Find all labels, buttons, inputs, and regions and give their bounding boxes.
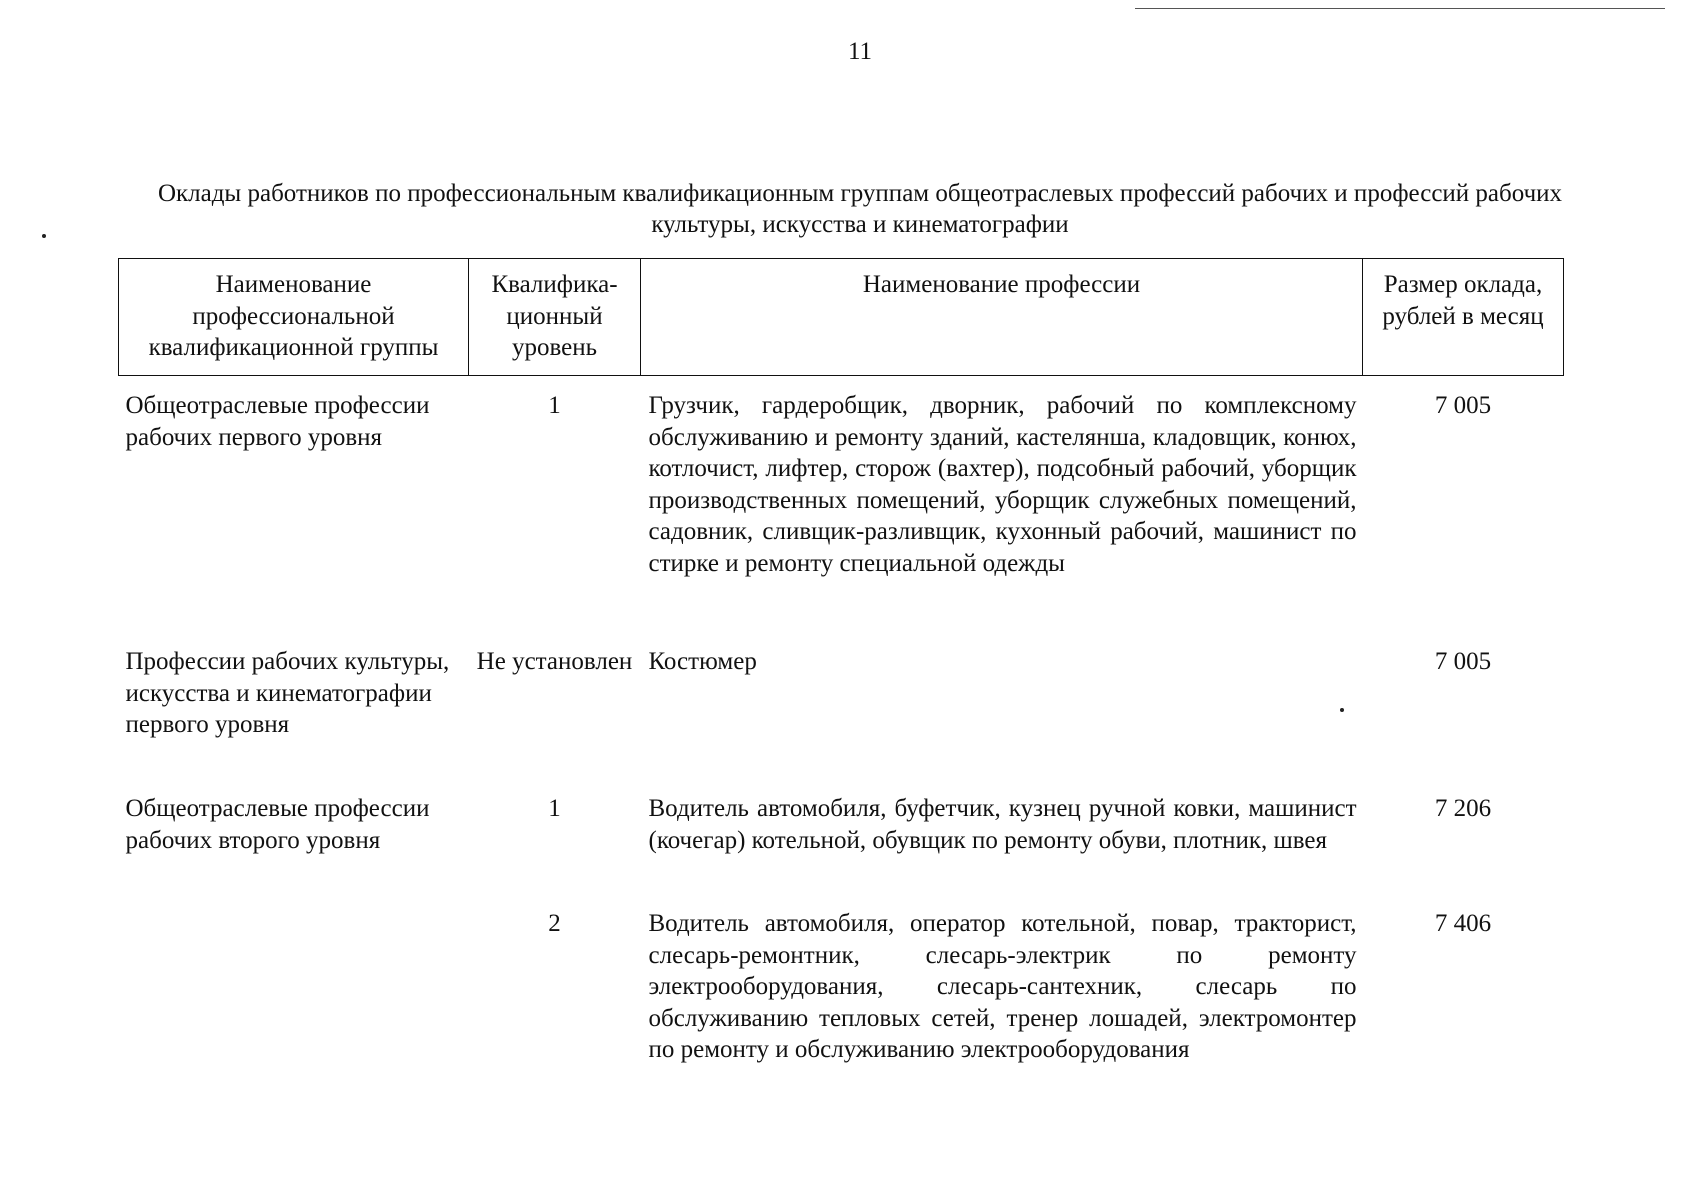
cell-level: 1 <box>548 392 561 419</box>
cell-profession: Водитель автомобиля, оператор котельной, повар, тракторист, слесарь-ремонтник, слесарь-электрик по ремонту электрооборудования, слесарь-сантехник, слесарь по обслуживанию тепловых сетей, тренер лошадей, электромонтер по ремонту и обслуживанию электрооборудования <box>648 910 1357 1063</box>
header-profession: Наименование профессии <box>641 259 1363 376</box>
cell-group: Общеотраслевые профессии рабочих первого уровня <box>125 392 430 451</box>
cell-level: 1 <box>548 795 561 822</box>
cell-salary: 7 406 <box>1434 910 1492 937</box>
cell-group: Общеотраслевые профессии рабочих второго уровня <box>125 795 430 854</box>
header-group: Наименование профессиональной квалификационной группы <box>119 259 469 376</box>
cell-salary: 7 005 <box>1434 392 1492 419</box>
salary-table <box>118 258 1564 1066</box>
cell-level: 2 <box>548 910 561 937</box>
cell-salary: 7 206 <box>1434 795 1492 822</box>
cell-profession: Костюмер <box>648 648 757 675</box>
header-salary: Размер оклада, рублей в месяц <box>1363 259 1564 376</box>
page-number: 11 <box>847 38 873 65</box>
table-body <box>119 376 1564 1066</box>
document-title: Оклады работников по профессиональным квалификационным группам общеотраслевых профессий рабочих и профессий рабочих культуры, искусства и кинематографии <box>157 180 1563 238</box>
scan-speck <box>42 234 46 238</box>
salary-table-container <box>118 258 1563 1066</box>
cell-group: Профессии рабочих культуры, искусства и кинематографии первого уровня <box>125 648 450 738</box>
cell-group <box>119 894 469 1066</box>
table-row <box>119 646 1564 777</box>
table-row <box>119 894 1564 1066</box>
table-row <box>119 777 1564 894</box>
cell-level: Не установлен <box>476 648 633 675</box>
table-row <box>119 376 1564 647</box>
table-header <box>119 259 1564 376</box>
cell-profession: Водитель автомобиля, буфетчик, кузнец ручной ковки, машинист (кочегар) котельной, обувщик по ремонту обуви, плотник, швея <box>648 795 1357 854</box>
cell-salary: 7 005 <box>1434 648 1492 675</box>
header-level: Квалифика-ционный уровень <box>469 259 641 376</box>
cell-profession: Грузчик, гардеробщик, дворник, рабочий по комплексному обслуживанию и ремонту зданий, кастелянша, кладовщик, конюх, котлочист, лифтер, сторож (вахтер), подсобный рабочий, уборщик производственных помещений, уборщик служебных помещений, садовник, сливщик-разливщик, кухонный рабочий, машинист по стирке и ремонту специальной одежды <box>648 392 1357 577</box>
scan-edge-line <box>1135 8 1665 9</box>
